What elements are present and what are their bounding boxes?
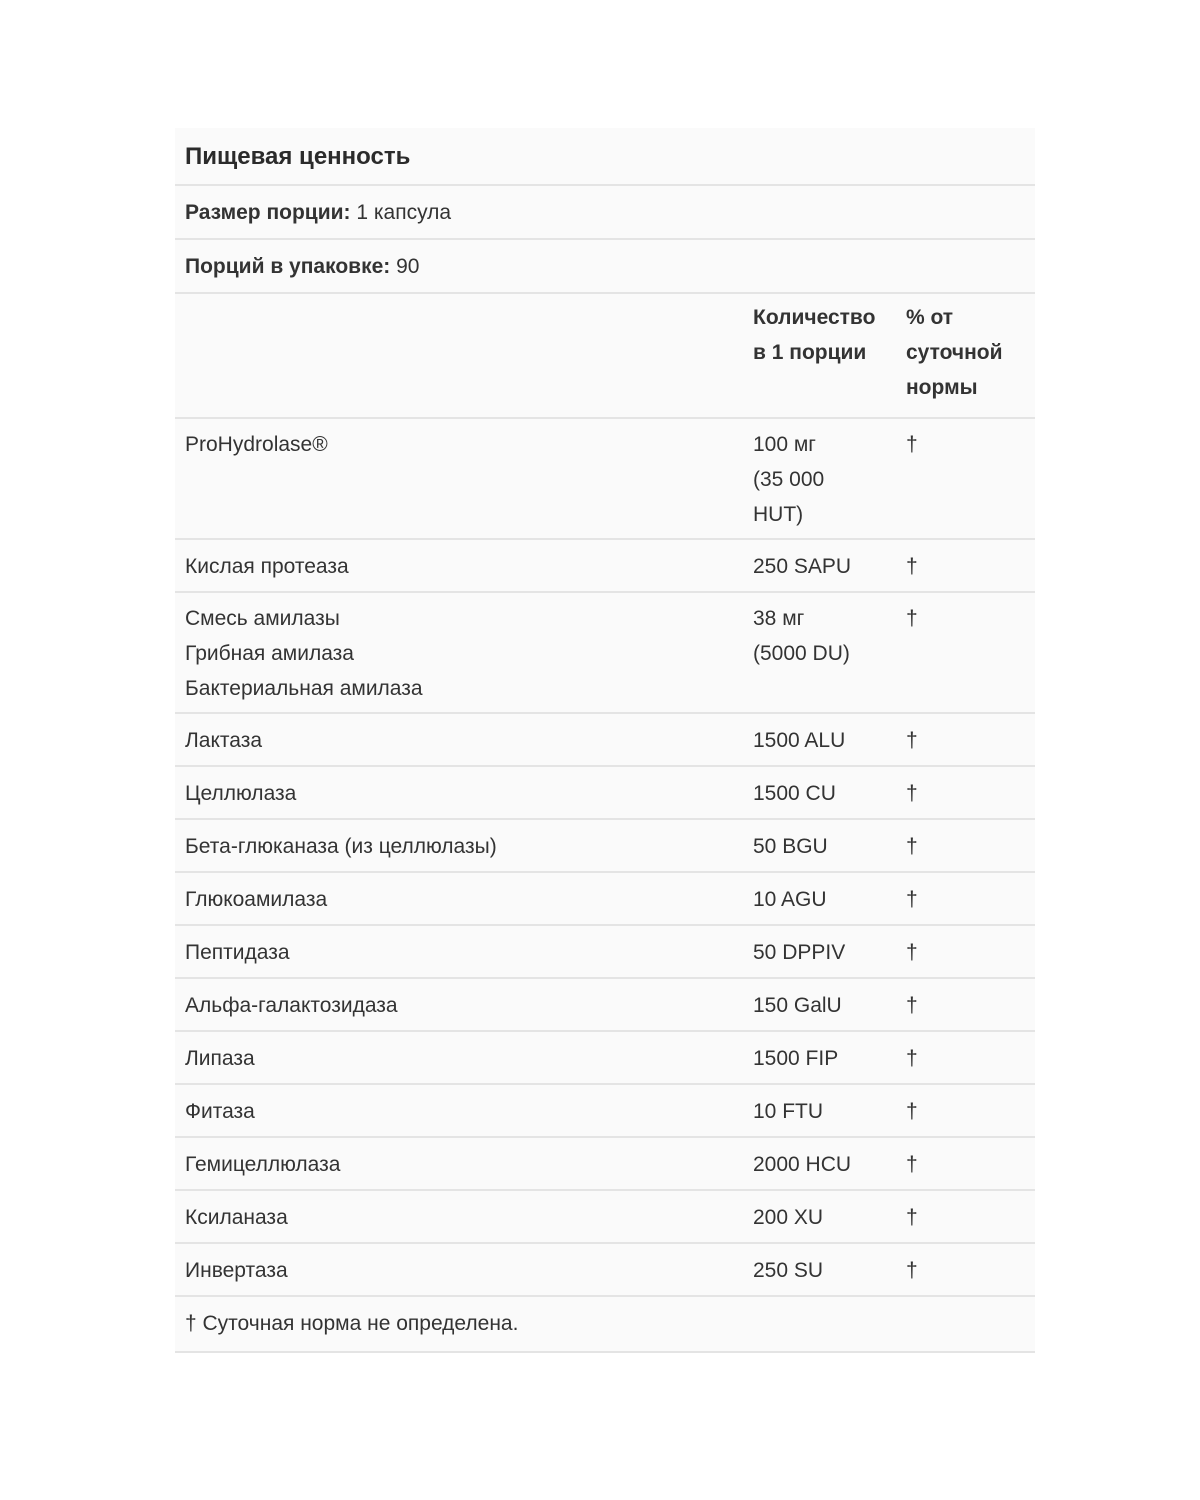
nutrient-daily-value: †: [906, 1206, 918, 1229]
column-header-name: [175, 300, 753, 417]
nutrient-name-line: Инвертаза: [185, 1259, 288, 1282]
nutrient-rows: [175, 419, 1035, 1297]
nutrient-amount: [753, 549, 906, 591]
nutrient-name-line: Липаза: [185, 1047, 255, 1070]
nutrient-name: [175, 882, 753, 924]
nutrient-name: [175, 988, 753, 1030]
nutrient-amount: [753, 988, 906, 1030]
nutrient-amount-line: (35 000: [753, 468, 825, 491]
nutrient-amount-line: 250 SU: [753, 1259, 824, 1282]
nutrient-daily-value: †: [906, 433, 918, 456]
nutrient-amount-line: 10 FTU: [753, 1100, 824, 1123]
nutrient-daily-value: †: [906, 888, 918, 911]
nutrient-amount-line: (5000 DU): [753, 642, 850, 665]
nutrient-name-line: Фитаза: [185, 1100, 255, 1123]
column-header-row: [175, 294, 1035, 419]
footnote: † Суточная норма не определена.: [175, 1297, 1035, 1353]
nutrient-amount-line: 10 AGU: [753, 888, 827, 911]
servings-per-container-value: 90: [396, 255, 420, 278]
nutrient-amount: [753, 723, 906, 765]
nutrient-name: [175, 1041, 753, 1083]
nutrient-amount-line: 100 мг: [753, 433, 816, 456]
nutrient-name-line: Бета-глюканаза (из целлюлазы): [185, 835, 497, 858]
nutrient-daily-value: †: [906, 1100, 918, 1123]
nutrient-name: [175, 1200, 753, 1242]
table-row: [175, 820, 1035, 873]
nutrient-daily-value: †: [906, 1153, 918, 1176]
nutrient-name: [175, 723, 753, 765]
nutrient-amount: [753, 829, 906, 871]
table-row: [175, 419, 1035, 540]
nutrient-name: [175, 1253, 753, 1295]
nutrient-amount-line: 1500 ALU: [753, 729, 846, 752]
nutrient-amount: [753, 1200, 906, 1242]
nutrient-daily-value: †: [906, 994, 918, 1017]
serving-size-row: [175, 186, 1035, 240]
servings-per-container-row: [175, 240, 1035, 294]
table-row: [175, 1138, 1035, 1191]
nutrient-amount: [753, 1147, 906, 1189]
nutrient-daily-value: †: [906, 555, 918, 578]
nutrient-daily-value: †: [906, 941, 918, 964]
nutrient-amount-line: 150 GalU: [753, 994, 842, 1017]
table-row: [175, 593, 1035, 714]
nutrient-name: [175, 935, 753, 977]
nutrient-name-line: Грибная амилаза: [185, 642, 354, 665]
nutrient-amount: [753, 601, 906, 712]
nutrient-name-line: Альфа-галактозидаза: [185, 994, 398, 1017]
nutrient-amount-line: 38 мг: [753, 607, 805, 630]
table-row: [175, 873, 1035, 926]
nutrient-name: [175, 776, 753, 818]
nutrient-amount: [753, 1253, 906, 1295]
nutrient-name-line: Гемицеллюлаза: [185, 1153, 341, 1176]
nutrient-name: [175, 1147, 753, 1189]
nutrient-daily-value: †: [906, 1047, 918, 1070]
column-header-daily-value: % от суточной нормы: [906, 306, 1003, 399]
nutrient-name: [175, 427, 753, 538]
nutrient-name-line: Ксиланаза: [185, 1206, 288, 1229]
nutrient-amount-line: HUT): [753, 503, 804, 526]
nutrient-amount-line: 50 BGU: [753, 835, 828, 858]
serving-size-value: 1 капсула: [356, 201, 452, 224]
table-row: [175, 540, 1035, 593]
table-row: [175, 1244, 1035, 1297]
nutrient-name-line: Целлюлаза: [185, 782, 297, 805]
nutrient-amount: [753, 882, 906, 924]
nutrient-name-line: Глюкоамилаза: [185, 888, 328, 911]
nutrient-name-line: Смесь амилазы: [185, 607, 340, 630]
nutrient-amount: [753, 935, 906, 977]
nutrient-amount-line: 1500 CU: [753, 782, 836, 805]
nutrient-daily-value: †: [906, 782, 918, 805]
table-row: [175, 1191, 1035, 1244]
nutrition-facts-table: [175, 128, 1035, 1353]
table-row: [175, 767, 1035, 820]
nutrient-name-line: Кислая протеаза: [185, 555, 349, 578]
table-row: [175, 714, 1035, 767]
nutrient-amount-line: 50 DPPIV: [753, 941, 846, 964]
nutrient-name-line: Пептидаза: [185, 941, 290, 964]
nutrient-amount-line: 200 XU: [753, 1206, 824, 1229]
serving-size-label: Размер порции:: [185, 201, 351, 224]
table-title: Пищевая ценность: [175, 128, 1035, 186]
nutrient-amount-line: 1500 FIP: [753, 1047, 839, 1070]
nutrient-daily-value: †: [906, 729, 918, 752]
nutrient-daily-value: †: [906, 1259, 918, 1282]
nutrient-amount-line: 2000 HCU: [753, 1153, 852, 1176]
table-row: [175, 926, 1035, 979]
nutrient-amount-line: 250 SAPU: [753, 555, 852, 578]
nutrient-name: [175, 601, 753, 712]
nutrient-daily-value: †: [906, 607, 918, 630]
table-row: [175, 1085, 1035, 1138]
nutrient-name: [175, 1094, 753, 1136]
nutrient-daily-value: †: [906, 835, 918, 858]
servings-per-container-label: Порций в упаковке:: [185, 255, 391, 278]
column-header-amount: Количество в 1 порции: [753, 306, 876, 364]
nutrient-amount: [753, 427, 906, 538]
nutrient-name-line: ProHydrolase®: [185, 433, 328, 456]
nutrient-amount: [753, 1094, 906, 1136]
nutrient-name: [175, 549, 753, 591]
nutrient-amount: [753, 1041, 906, 1083]
nutrient-name-line: Бактериальная амилаза: [185, 677, 423, 700]
nutrient-name: [175, 829, 753, 871]
nutrient-name-line: Лактаза: [185, 729, 263, 752]
table-row: [175, 1032, 1035, 1085]
table-row: [175, 979, 1035, 1032]
nutrient-amount: [753, 776, 906, 818]
